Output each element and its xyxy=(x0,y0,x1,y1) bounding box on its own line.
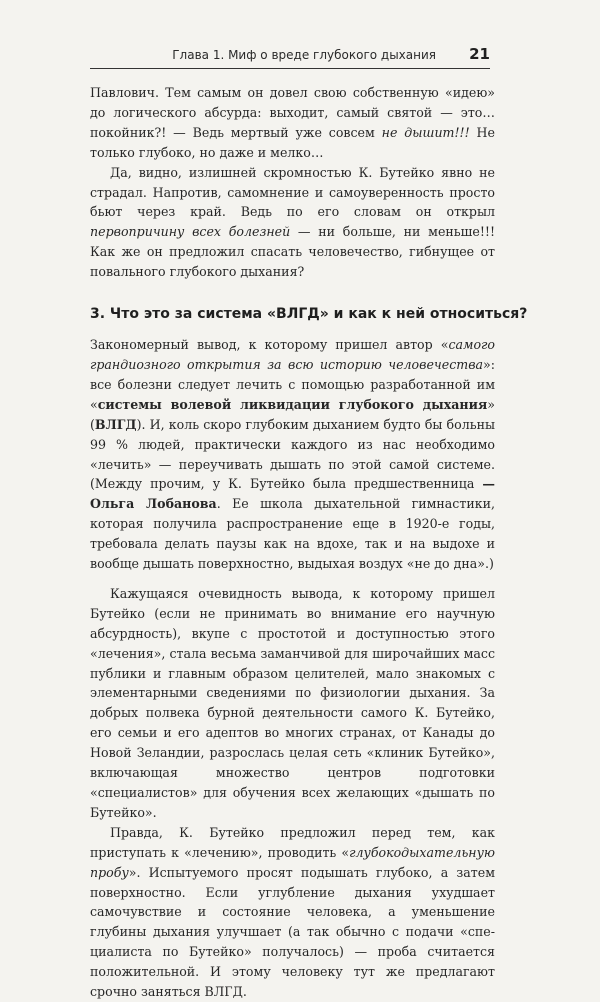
bold-text: системы волевой ликвидации глубокого дыхания xyxy=(97,396,488,412)
emphasis-text: самого грандиозного открытия за всю историю человечества xyxy=(90,337,495,372)
paragraph-5: Правда, К. Бутейко предложил перед тем, как приступать к «лечению», проводить «глубокодыхательную пробу». Испытуемого просят подышать глубоко, а затем поверхностно. Если углубление дыхания ухудшает самочувствие и состояние человека, а уменьшение глубины дыхания улучшает (а так обычно с подачи «специалиста по Бутейко» получалось) — проба считается положительной. И этому человеку тут же предлагают срочно заняться ВЛГД. xyxy=(90,824,495,1000)
emphasis-text: первопричину всех болезней xyxy=(90,224,291,240)
bold-text: ВЛГД xyxy=(94,416,137,432)
section-heading: 3. Что это за система «ВЛГД» и как к ней относиться? xyxy=(90,306,528,323)
emphasis-text: не дышит!!! xyxy=(381,124,470,140)
paragraph-1: Павлович. Тем самым он довел свою собственную «идею» до логического абсурда: выходит, самый святой — это… покойник?! — Ведь мертвый уже совсем не дышит!!! Не только глубоко, но даже и мелко… xyxy=(90,85,495,160)
page-number: 21 xyxy=(469,45,490,63)
paragraph-3: Закономерный вывод, к которому пришел автор «самого грандиозного открытия за всю историю человечества»: все болезни следует лечить с помощью разработанной им «системы волевой ликвидации глубокого дыхания» (ВЛГД). И, коль скоро глубоким дыханием будто бы больны 99 % людей, практически каждого из нас необходимо «лечить» — переучивать дышать по этой самой системе. (Между прочим, у К. Бутейко была предшественница — Ольга Лобанова. Ее школа дыхательной гимнастики, которая получила распространение еще в 1920-е годы, требовала делать паузы как на вдохе, так и на выдохе и вообще дышать поверхностно, выдыхая воздух «не до дна».) xyxy=(90,337,495,572)
paragraph-gap xyxy=(90,574,495,584)
page-header xyxy=(90,42,490,69)
bold-text: — Ольга Лобанова xyxy=(90,476,495,512)
page-body xyxy=(90,83,528,1002)
paragraph-2: Да, видно, излишней скромностью К. Бутейко явно не страдал. Напротив, самомнение и самоуверенность просто бьют через край. Ведь по его словам он открыл первопричину всех болезней — ни больше, ни меньше!!! Как же он предложил спасать человечество, гибнущее от повального глубокого дыхания? xyxy=(90,164,496,280)
paragraph-4: Кажущаяся очевидность вывода, к которому пришел Бутейко (если не принимать во внимание его научную абсурдность), вкупе с простотой и доступностью этого «лечения», стала весьма заманчивой для широчайших масс публики и главным образом целителей, мало знакомых с элементарными сведениями по физиологии дыхания. За добрых полвека бурной деятельности самого К. Бутейко, его семьи и его адептов во многих странах, от Канады до Новой Зеландии, разрослась целая сеть «клиник Бутейко», включающая множество центров подготовки «специалистов» для обучения всех желающих «дышать по Бутейко». xyxy=(90,585,495,820)
running-head: Глава 1. Миф о вреде глубокого дыхания xyxy=(172,48,436,62)
emphasis-text: глубокодыхательную пробу xyxy=(90,844,495,880)
